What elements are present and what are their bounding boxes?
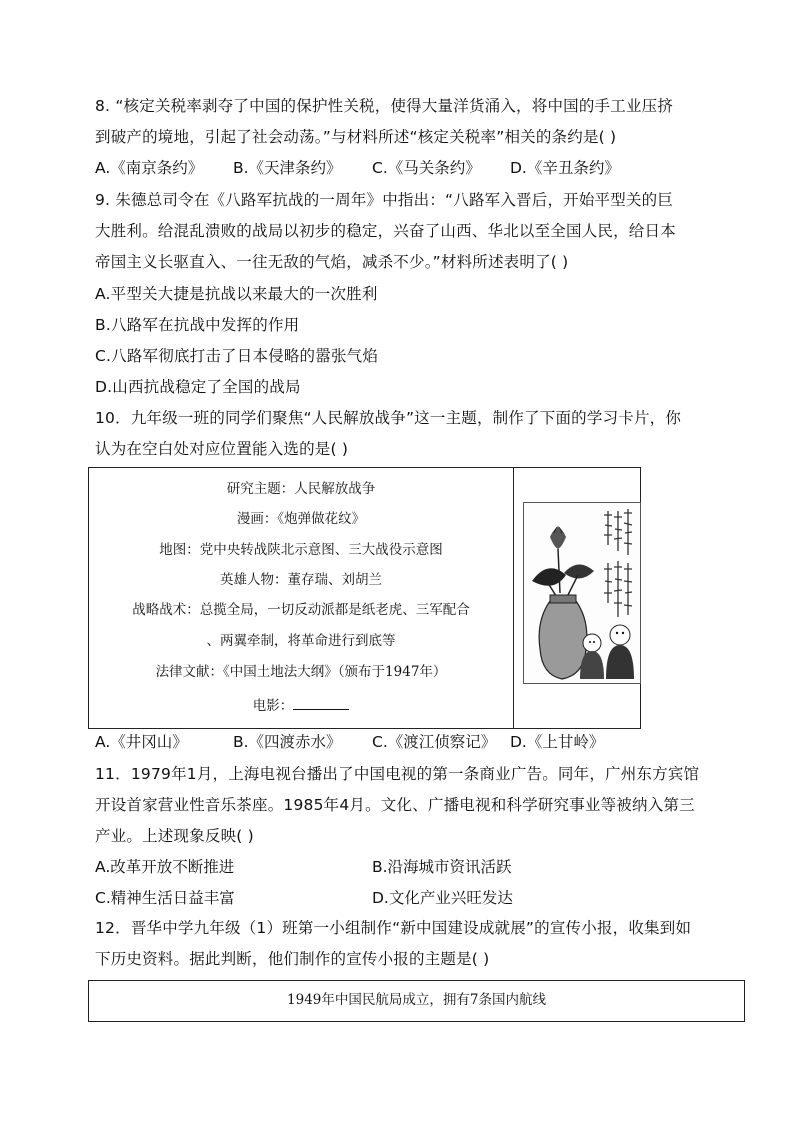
q10-option-d: D.《上甘岭》 [510, 733, 605, 751]
cartoon-painting-illustration [524, 503, 641, 684]
card-topic: 研究主题：人民解放战争 [226, 481, 376, 497]
card-heroes: 英雄人物：董存瑞、刘胡兰 [220, 572, 382, 588]
q8-stem-line1: 8. “核定关税率剥夺了中国的保护性关税，使得大量洋货涌入，将中国的手工业压挤 [95, 97, 674, 115]
card-strategy-line2: 、两翼牵制，将革命进行到底等 [206, 633, 396, 649]
card-divider [513, 468, 514, 728]
card-cartoon: 漫画：《炮弹做花纹》 [236, 511, 366, 527]
q8-option-a: A.《南京条约》 [95, 159, 204, 177]
q9-stem-line3: 帝国主义长驱直入、一往无敌的气焰，减杀不少。”材料所述表明了( ) [95, 253, 569, 271]
q8-option-b: B.《天津条约》 [233, 159, 342, 177]
q11-option-c: C.精神生活日益丰富 [95, 889, 235, 907]
q9-option-b: B.八路军在抗战中发挥的作用 [95, 316, 300, 334]
q9-option-c: C.八路军彻底打击了日本侵略的嚣张气焰 [95, 347, 379, 365]
q11-option-b: B.沿海城市资讯活跃 [372, 858, 512, 876]
q12-stem-line1: 12．晋华中学九年级（1）班第一小组制作“新中国建设成就展”的宣传小报，收集到如 [95, 919, 692, 937]
q10-stem-line1: 10．九年级一班的同学们聚焦“人民解放战争”这一主题，制作了下面的学习卡片，你 [95, 409, 682, 427]
film-blank [293, 695, 349, 710]
q8-option-d: D.《辛丑条约》 [510, 159, 620, 177]
q11-stem-line1: 11．1979年1月，上海电视台播出了中国电视的第一条商业广告。同年，广州东方宾馆 [95, 765, 700, 783]
q10-option-c: C.《渡江侦察记》 [372, 733, 497, 751]
card-map: 地图：党中央转战陕北示意图、三大战役示意图 [159, 542, 443, 558]
q9-option-a: A.平型关大捷是抗战以来最大的一次胜利 [95, 285, 378, 303]
q12-stem-line2: 下历史资料。据此判断，他们制作的宣传小报的主题是( ) [95, 950, 490, 968]
cartoon-painting [523, 502, 641, 684]
q10-stem-line2: 认为在空白处对应位置能入选的是( ) [95, 440, 349, 458]
q9-option-d: D.山西抗战稳定了全国的战局 [95, 378, 301, 396]
card-film-row [89, 695, 513, 715]
q12-material-box [88, 980, 745, 1022]
q10-option-a: A.《井冈山》 [95, 733, 188, 751]
q8-option-c: C.《马关条约》 [372, 159, 481, 177]
q9-stem-line2: 大胜利。给混乱溃败的战局以初步的稳定，兴奋了山西、华北以至全国人民，给日本 [95, 222, 676, 240]
q11-stem-line3: 产业。上述现象反映( ) [95, 827, 254, 845]
q11-stem-line2: 开设首家营业性音乐茶座。1985年4月。文化、广播电视和科学研究事业等被纳入第三 [95, 796, 695, 814]
q12-material-text: 1949年中国民航局成立，拥有7条国内航线 [287, 992, 546, 1008]
q8-stem-line2: 到破产的境地，引起了社会动荡。”与材料所述“核定关税率”相关的条约是( ) [95, 128, 617, 146]
card-law: 法律文献：《中国土地法大纲》（颁布于1947年） [155, 664, 447, 680]
card-strategy-line1: 战略战术：总揽全局，一切反动派都是纸老虎、三军配合 [132, 602, 470, 618]
study-card [88, 467, 641, 729]
card-film-label: 电影： [252, 698, 294, 714]
q9-stem-line1: 9. 朱德总司令在《八路军抗战的一周年》中指出：“八路军入晋后，开始平型关的巨 [95, 191, 674, 209]
q11-option-d: D.文化产业兴旺发达 [372, 889, 513, 907]
q10-option-b: B.《四渡赤水》 [233, 733, 342, 751]
q11-option-a: A.改革开放不断推进 [95, 858, 235, 876]
